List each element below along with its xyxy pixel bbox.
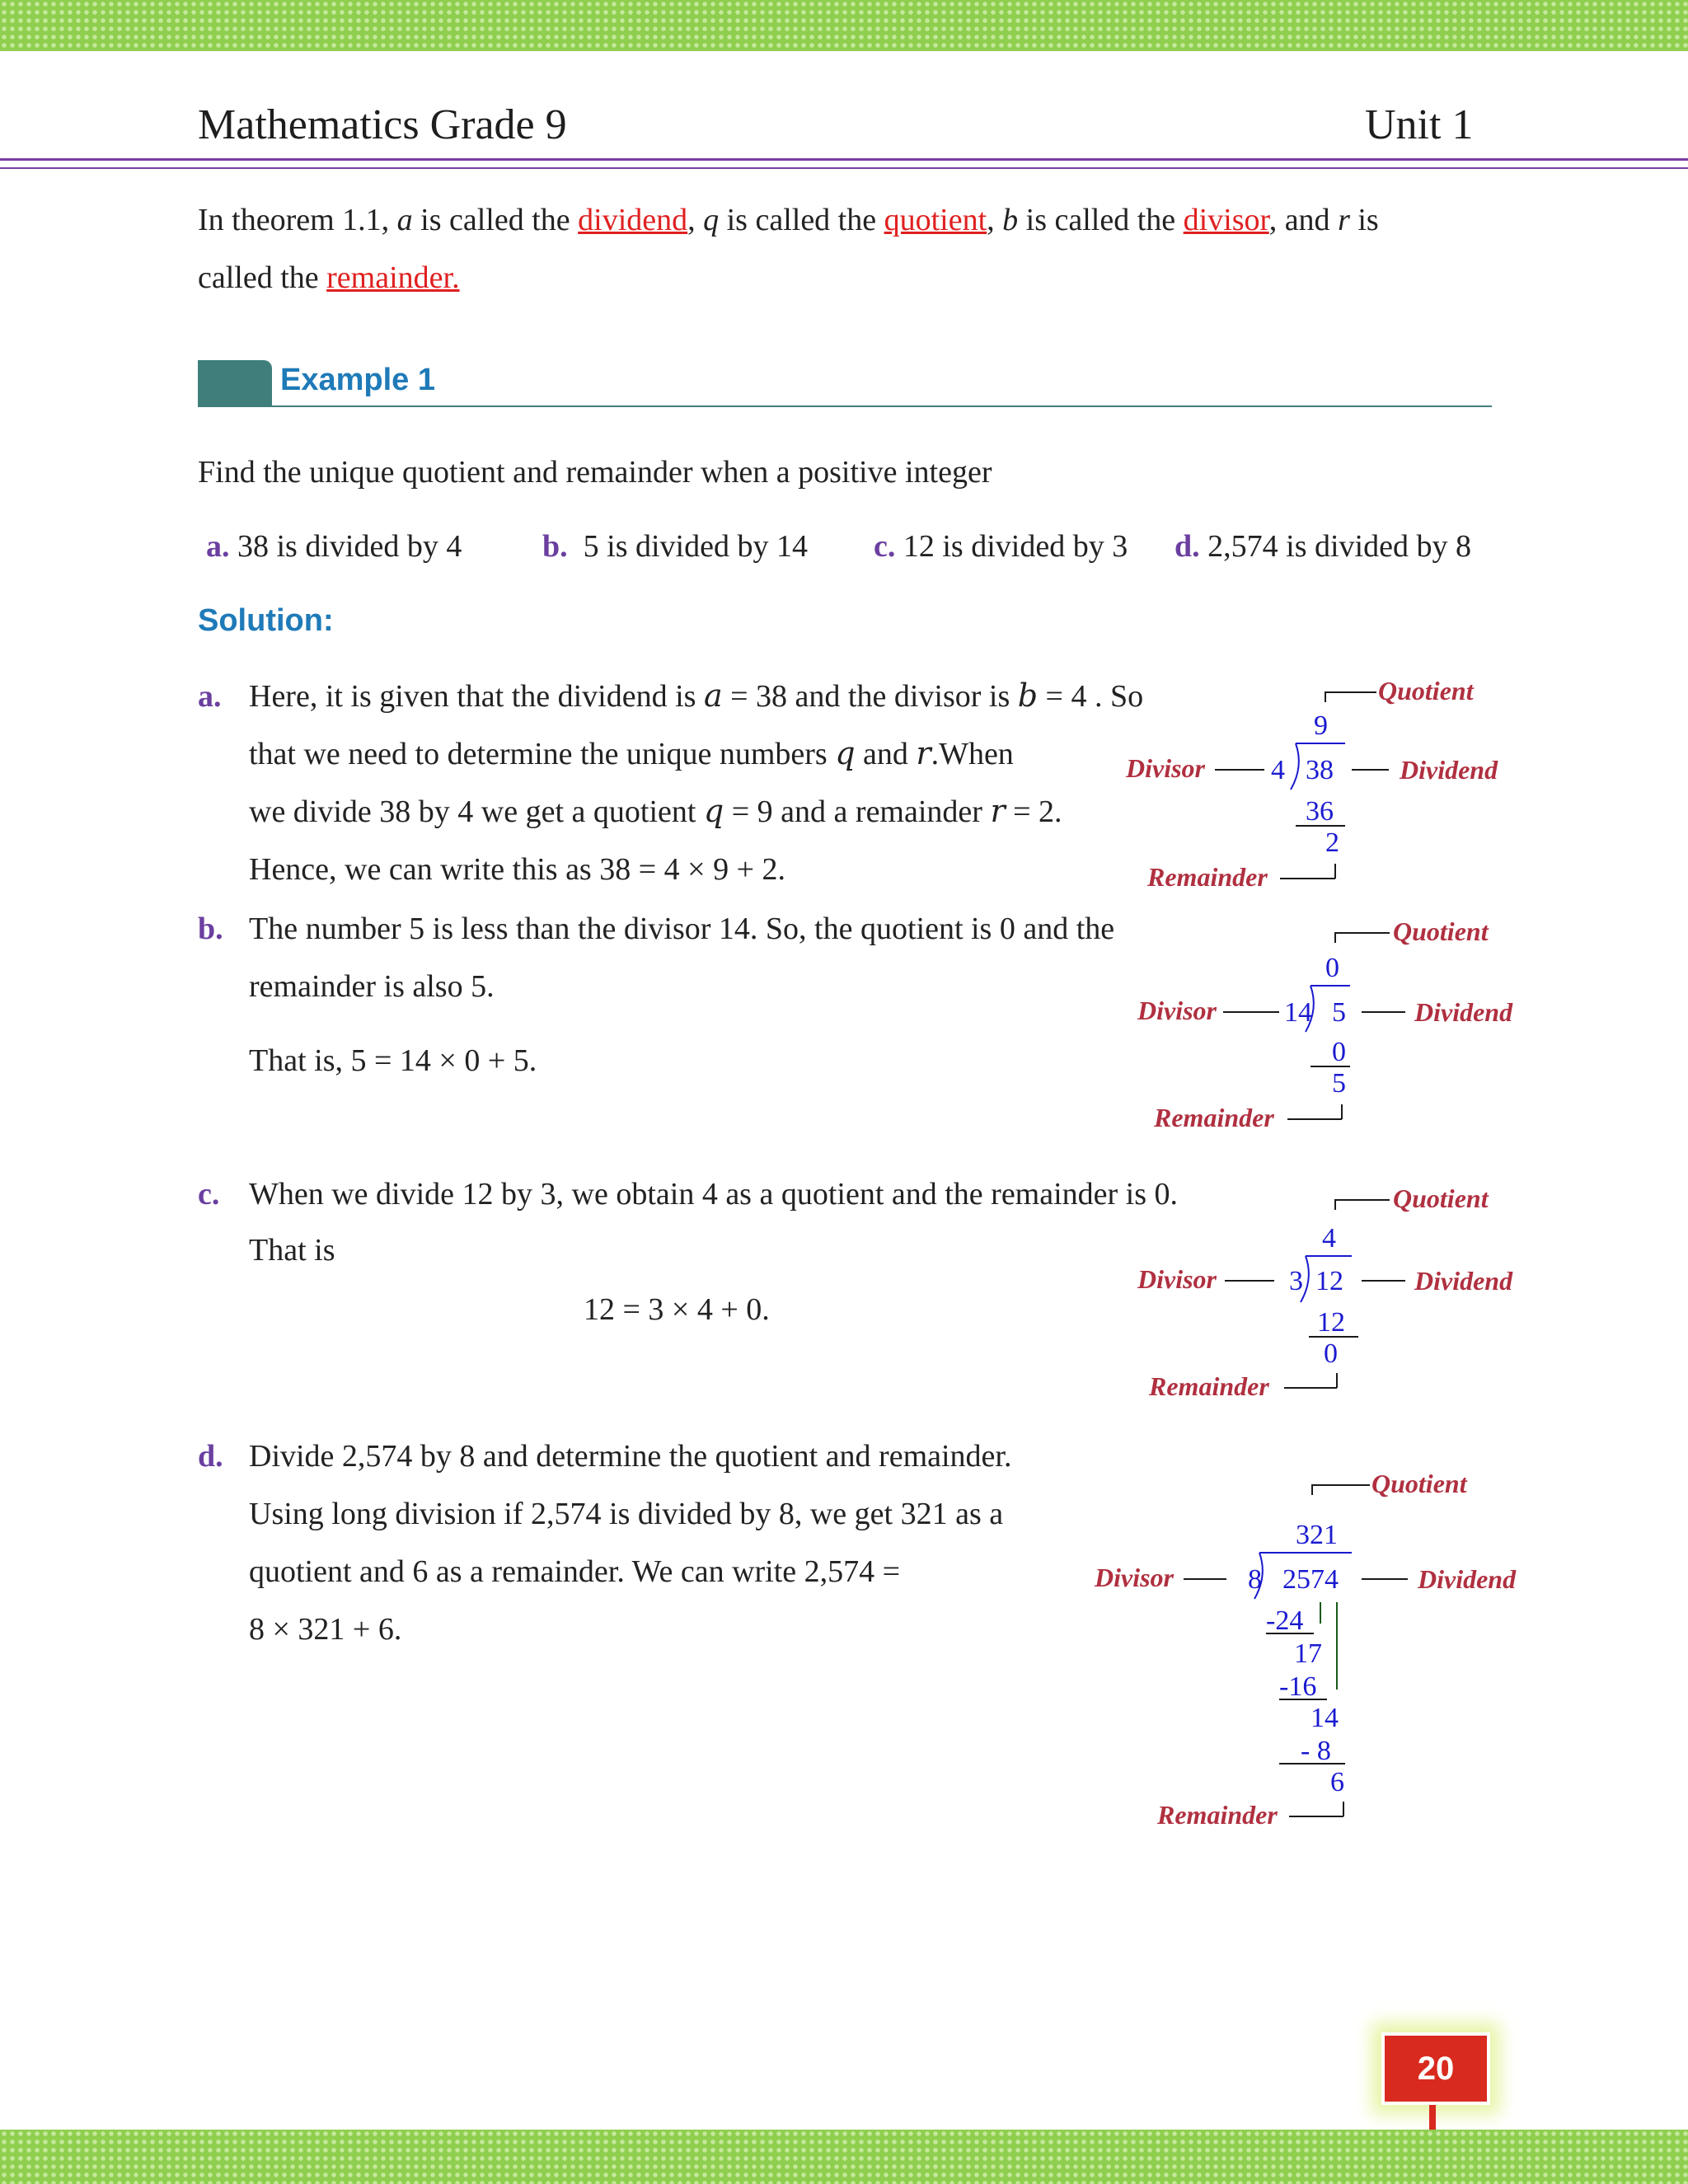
solution-c-line-1: When we divide 12 by 3, we obtain 4 as a quotient and the remainder is 0.: [249, 1177, 1179, 1212]
diagram-c-divisor-label: Divisor: [1137, 1264, 1217, 1294]
diagram-b-dividend-label: Dividend: [1414, 997, 1513, 1027]
quotient-term: quotient: [884, 203, 987, 237]
solution-title: Solution:: [198, 603, 334, 638]
solution-a-line-1: Here, it is given that the dividend is 𝑎 = 38 and the divisor is 𝑏 = 4 . So: [249, 679, 1144, 714]
diagram-d-remainder: 6: [1330, 1767, 1344, 1797]
diagram-a-product: 36: [1306, 796, 1334, 827]
diagram-d-quotient-label: Quotient: [1372, 1469, 1467, 1498]
diagram-d-step-2: 17: [1294, 1638, 1322, 1669]
solution-c-line-2: That is: [249, 1233, 335, 1268]
solution-d-label: d.: [198, 1439, 223, 1474]
diagram-c-quotient: 4: [1322, 1223, 1336, 1254]
solution-b-line-2: remainder is also 5.: [249, 969, 495, 1004]
diagram-a-dividend-label: Dividend: [1400, 755, 1498, 785]
diagram-b-remainder-label: Remainder: [1154, 1103, 1274, 1132]
solution-b-line-1: The number 5 is less than the divisor 14. So, the quotient is 0 and the: [249, 912, 1115, 946]
diagram-a-remainder: 2: [1325, 827, 1339, 858]
diagram-a-quotient-label: Quotient: [1378, 676, 1474, 705]
intro-line-2: called the remainder.: [198, 260, 460, 295]
diagram-d-dividend-label: Dividend: [1418, 1564, 1517, 1594]
diagram-b-dividend: 5: [1332, 997, 1346, 1028]
diagram-b-quotient-label: Quotient: [1393, 916, 1489, 946]
diagram-a-remainder-label: Remainder: [1147, 862, 1268, 892]
diagram-c-remainder: 0: [1324, 1338, 1338, 1369]
solution-a-line-3: we divide 38 by 4 we get a quotient 𝑞 = 9 and a remainder 𝑟 = 2.: [249, 794, 1062, 829]
diagram-a-dividend: 38: [1306, 755, 1334, 785]
solution-c-equation: 12 = 3 × 4 + 0.: [584, 1292, 770, 1327]
diagram-d-step-5: - 8: [1301, 1736, 1331, 1766]
diagram-a-divisor-label: Divisor: [1126, 753, 1205, 783]
diagram-b-quotient: 0: [1325, 953, 1339, 983]
diagram-b-product: 0: [1332, 1037, 1346, 1067]
remainder-term: remainder.: [326, 260, 460, 295]
page-number: 20: [1381, 2032, 1490, 2105]
example-part-a: a. 38 is divided by 4: [206, 529, 462, 564]
divisor-term: divisor: [1183, 203, 1269, 237]
diagram-d-step-1: -24: [1266, 1605, 1304, 1636]
solution-b-line-3: That is, 5 = 14 × 0 + 5.: [249, 1043, 537, 1078]
solution-d-line-4: 8 × 321 + 6.: [249, 1612, 402, 1647]
solution-a-label: a.: [198, 679, 222, 714]
diagram-a-divisor: 4: [1271, 755, 1285, 785]
diagram-d-step-4: 14: [1311, 1703, 1339, 1733]
diagram-d-divisor: 8: [1248, 1564, 1262, 1595]
solution-a-line-4: Hence, we can write this as 38 = 4 × 9 + 2.: [249, 852, 786, 887]
solution-d-line-2: Using long division if 2,574 is divided by 8, we get 321 as a: [249, 1497, 1004, 1531]
diagram-d-quotient: 321: [1296, 1520, 1338, 1550]
diagram-c-dividend: 12: [1315, 1266, 1343, 1296]
solution-a-line-2: that we need to determine the unique numbers 𝑞 and 𝑟.When: [249, 737, 1014, 771]
solution-d-line-3: quotient and 6 as a remainder. We can write 2,574 =: [249, 1554, 901, 1589]
solution-d-line-1: Divide 2,574 by 8 and determine the quotient and remainder.: [249, 1439, 1012, 1474]
intro-line-1: In theorem 1.1, a is called the dividend, q is called the quotient, b is called the divisor, and r is: [198, 203, 1379, 237]
diagram-d-dividend: 2574: [1282, 1564, 1339, 1595]
diagram-c-quotient-label: Quotient: [1393, 1183, 1489, 1213]
header-title: Mathematics Grade 9: [198, 101, 567, 148]
diagram-c-product: 12: [1317, 1307, 1345, 1338]
diagram-a-quotient: 9: [1314, 710, 1328, 741]
example-part-c: c. 12 is divided by 3: [874, 529, 1128, 564]
example-part-b: b. 5 is divided by 14: [542, 529, 808, 564]
solution-b-label: b.: [198, 912, 223, 946]
header-unit: Unit 1: [1365, 101, 1474, 148]
solution-c-label: c.: [198, 1177, 220, 1212]
diagram-d-step-3: -16: [1279, 1671, 1317, 1702]
diagram-c-remainder-label: Remainder: [1149, 1371, 1269, 1401]
example-part-d: d. 2,574 is divided by 8: [1175, 529, 1471, 564]
example-prompt: Find the unique quotient and remainder when a positive integer: [198, 455, 992, 490]
bottom-decorative-band: [0, 2130, 1688, 2184]
diagram-d-divisor-label: Divisor: [1095, 1563, 1174, 1592]
diagram-b-divisor: 14: [1284, 997, 1312, 1028]
diagram-b-divisor-label: Divisor: [1137, 996, 1217, 1025]
diagram-d-remainder-label: Remainder: [1157, 1800, 1278, 1830]
diagram-c-dividend-label: Dividend: [1414, 1266, 1513, 1296]
example-title: Example 1: [280, 363, 435, 397]
diagram-c-divisor: 3: [1289, 1266, 1303, 1296]
diagram-b-remainder: 5: [1332, 1068, 1346, 1099]
dividend-term: dividend: [578, 203, 688, 237]
